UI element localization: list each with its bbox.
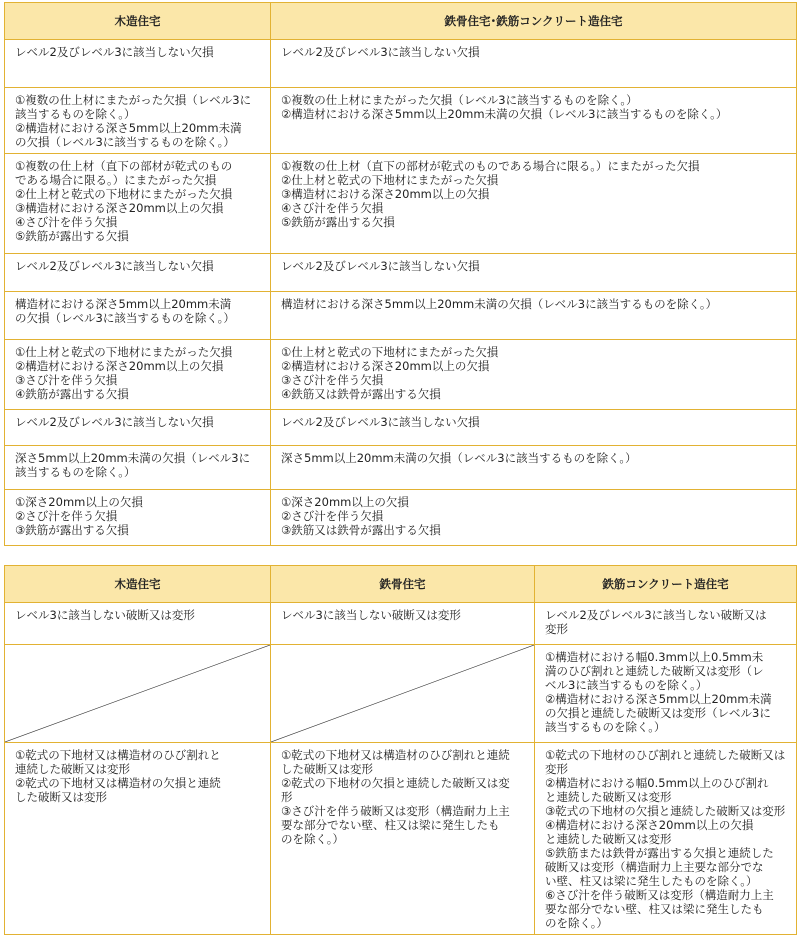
table-cell: レベル2及びレベル3に該当しない欠損: [271, 410, 797, 446]
header-rc-house: 鉄筋コンクリート造住宅: [535, 566, 797, 603]
table-cell: ①複数の仕上材（直下の部材が乾式のもの である場合に限る。）にまたがった欠損 ②仕上材と乾式の下地材にまたがった欠損 ③構造材における深さ20mm以上の欠損 ④さび汁を伴う欠損 ⑤鉄筋が露出する欠損: [5, 154, 271, 254]
table-row: [5, 40, 797, 88]
table-cell: 深さ5mm以上20mm未満の欠損（レベル3に 該当するものを除く。）: [5, 446, 271, 490]
table-row: [5, 292, 797, 340]
table-row: [5, 446, 797, 490]
not-applicable-cell: [271, 645, 535, 743]
table-cell: ①複数の仕上材にまたがった欠損（レベル3に該当するものを除く。） ②構造材における深さ5mm以上20mm未満の欠損（レベル3に該当するものを除く。）: [271, 88, 797, 154]
table-cell: レベル2及びレベル3に該当しない欠損: [271, 254, 797, 292]
table-cell: レベル3に該当しない破断又は変形: [5, 603, 271, 645]
diagonal-line: [271, 645, 534, 742]
table-cell: レベル3に該当しない破断又は変形: [271, 603, 535, 645]
table-header-row: [5, 3, 797, 40]
table-cell: ①仕上材と乾式の下地材にまたがった欠損 ②構造材における深さ20mm以上の欠損 ③さび汁を伴う欠損 ④鉄筋が露出する欠損: [5, 340, 271, 410]
table-row: [5, 340, 797, 410]
diagonal-line: [5, 645, 270, 742]
table-row: [5, 154, 797, 254]
table-row: [5, 490, 797, 546]
table-cell: ①深さ20mm以上の欠損 ②さび汁を伴う欠損 ③鉄筋が露出する欠損: [5, 490, 271, 546]
table-row: [5, 743, 797, 935]
table-cell: ①乾式の下地材のひび割れと連続した破断又は変形 ②構造材における幅0.5mm以上のひび割れ と連続した破断又は変形 ③乾式の下地材の欠損と連続した破断又は変形 ④構造材における深さ20mm以上の欠損 と連続した破断又は変形 ⑤鉄筋または鉄骨が露出する欠損と連続した 破断又は変形（構造耐力上主要な部分でな い壁、柱又は梁に発生したものを除く。） ⑥さび汁を伴う破断又は変形（構造耐力上主 要な部分でない壁、柱又は梁に発生したも のを除く。）: [535, 743, 797, 935]
header-steel-house: 鉄骨住宅: [271, 566, 535, 603]
table-cell: ①複数の仕上材（直下の部材が乾式のものである場合に限る。）にまたがった欠損 ②仕上材と乾式の下地材にまたがった欠損 ③構造材における深さ20mm以上の欠損 ④さび汁を伴う欠損 ⑤鉄筋が露出する欠損: [271, 154, 797, 254]
table-cell: ①乾式の下地材又は構造材のひび割れと連続 した破断又は変形 ②乾式の下地材の欠損と連続した破断又は変 形 ③さび汁を伴う破断又は変形（構造耐力上主 要な部分でない壁、柱又は梁に発生したも のを除く。）: [271, 743, 535, 935]
table-header-row: [5, 566, 797, 603]
deficiency-table: [4, 2, 797, 546]
table-row: [5, 603, 797, 645]
table-cell: レベル2及びレベル3に該当しない欠損: [5, 40, 271, 88]
table-row: [5, 254, 797, 292]
header-wooden-house: 木造住宅: [5, 566, 271, 603]
table-cell: 深さ5mm以上20mm未満の欠損（レベル3に該当するものを除く。）: [271, 446, 797, 490]
header-wooden-house: 木造住宅: [5, 3, 271, 40]
table-cell: ①構造材における幅0.3mm以上0.5mm未 満のひび割れと連続した破断又は変形（レ ベル3に該当するものを除く。） ②構造材における深さ5mm以上20mm未満 の欠損と連続した破断又は変形（レベル3に 該当するものを除く。）: [535, 645, 797, 743]
table-cell: 構造材における深さ5mm以上20mm未満 の欠損（レベル3に該当するものを除く。）: [5, 292, 271, 340]
table-cell: ①仕上材と乾式の下地材にまたがった欠損 ②構造材における深さ20mm以上の欠損 ③さび汁を伴う欠損 ④鉄筋又は鉄骨が露出する欠損: [271, 340, 797, 410]
table-cell: ①深さ20mm以上の欠損 ②さび汁を伴う欠損 ③鉄筋又は鉄骨が露出する欠損: [271, 490, 797, 546]
header-steel-rc-house: 鉄骨住宅･鉄筋コンクリート造住宅: [271, 3, 797, 40]
table-cell: 構造材における深さ5mm以上20mm未満の欠損（レベル3に該当するものを除く。）: [271, 292, 797, 340]
table-row: [5, 410, 797, 446]
table-cell: レベル2及びレベル3に該当しない欠損: [271, 40, 797, 88]
table-cell: レベル2及びレベル3に該当しない破断又は 変形: [535, 603, 797, 645]
table-cell: レベル2及びレベル3に該当しない欠損: [5, 254, 271, 292]
fracture-table: [4, 565, 797, 935]
table-cell: ①乾式の下地材又は構造材のひび割れと 連続した破断又は変形 ②乾式の下地材又は構造材の欠損と連続 した破断又は変形: [5, 743, 271, 935]
table-row: [5, 645, 797, 743]
table-row: [5, 88, 797, 154]
table-cell: ①複数の仕上材にまたがった欠損（レベル3に 該当するものを除く。） ②構造材における深さ5mm以上20mm未満 の欠損（レベル3に該当するものを除く。）: [5, 88, 271, 154]
not-applicable-cell: [5, 645, 271, 743]
table-cell: レベル2及びレベル3に該当しない欠損: [5, 410, 271, 446]
